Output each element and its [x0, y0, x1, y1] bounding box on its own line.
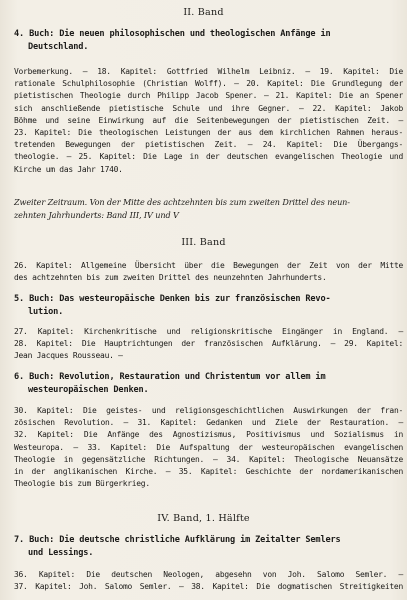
- text-line: pietistischen Theologie durch Philipp Jacob Spener. — 21. Kapitel: Die an Spener: [14, 91, 403, 101]
- buch-5-line-2: lution.: [28, 306, 64, 317]
- paragraph-kapitel-26: [14, 260, 403, 284]
- text-line: 28. Kapitel: Die Hauptrichtungen der französischen Aufklärung. — 29. Kapitel:: [14, 339, 403, 349]
- buch-6-heading: [14, 371, 402, 396]
- band-iv-heading: IV. Band, 1. Hälfte: [157, 513, 250, 524]
- text-line: 23. Kapitel: Die theologischen Leistungen der aus dem kirchlichen Rahmen heraus-: [14, 128, 403, 138]
- buch-7-heading: [14, 534, 402, 559]
- text-line: Kirche um das Jahr 1740.: [14, 164, 123, 174]
- text-line: Theologie bis zum Bürgerkrieg.: [14, 479, 150, 489]
- text-line: 32. Kapitel: Die Anfänge des Agnostizismus, Positivismus und Sozialismus in: [14, 430, 403, 440]
- paragraph-vorbemerkung: [14, 66, 403, 176]
- text-line: theologie. — 25. Kapitel: Die Lage in der deutschen evangelischen Theologie und: [14, 152, 403, 162]
- text-line: des achtzehnten bis zum zweiten Drittel des neunzehnten Jahrhunderts.: [14, 273, 327, 283]
- buch-7-line-2: und Lessings.: [28, 547, 94, 558]
- text-line: Böhme und seine Einwirkung auf die Seitenbewegungen der pietistischen Zeit. —: [14, 115, 403, 125]
- buch-5-line-1: 5. Buch: Das westeuropäische Denken bis zur französischen Revo-: [14, 294, 331, 304]
- buch-7-line-1: 7. Buch: Die deutsche christliche Aufklärung im Zeitalter Semlers: [14, 535, 341, 545]
- buch-4-line-2: Deutschland.: [28, 41, 89, 52]
- text-line: 26. Kapitel: Allgemeine Übersicht über die Bewegungen der Zeit von der Mitte: [14, 261, 403, 270]
- text-line: 30. Kapitel: Die geistes- und religionsgeschichtlichen Auswirkungen der fran-: [14, 406, 403, 415]
- text-line: 36. Kapitel: Die deutschen Neologen, abgesehn von Joh. Salomo Semler. —: [14, 570, 403, 579]
- text-line: zehnten Jahrhunderts: Band III, IV und V: [14, 209, 179, 220]
- paragraph-kapitel-36: [14, 569, 403, 593]
- paragraph-kapitel-27: [14, 326, 403, 363]
- text-line: zösischen Revolution. — 31. Kapitel: Gedanken und Ziele der Restauration. —: [14, 418, 403, 428]
- text-line: Jean Jacques Rousseau. —: [14, 351, 123, 361]
- buch-6-line-2: westeuropäischen Denken.: [28, 384, 149, 395]
- text-line: Westeuropa. — 33. Kapitel: Die Aufspaltung der westeuropäischen evangelischen: [14, 442, 403, 452]
- paragraph-kapitel-30: [14, 405, 403, 490]
- zweiter-zeitraum-note: [14, 196, 403, 221]
- text-line: 37. Kapitel: Joh. Salomo Semler. — 38. Kapitel: Die dogmatischen Streitigkeiten: [14, 582, 403, 592]
- text-line: rationale Schulphilosophie (Christian Wolff). — 20. Kapitel: Die Grundlegung der: [14, 79, 403, 89]
- band-iii-heading: III. Band: [181, 237, 226, 248]
- text-line: sich anschließende pietistische Schule und ihre Gegner. — 22. Kapitel: Jakob: [14, 103, 403, 113]
- buch-4-line-1: 4. Buch: Die neuen philosophischen und theologischen Anfänge in: [14, 29, 331, 39]
- text-line: 27. Kapitel: Kirchenkritische und religionskritische Eingänger in England. —: [14, 327, 403, 336]
- band-ii-heading: II. Band: [183, 7, 224, 18]
- buch-4-heading: [14, 28, 402, 53]
- buch-6-line-1: 6. Buch: Revolution, Restauration und Christentum vor allem im: [14, 372, 326, 382]
- text-line: in der anglikanischen Kirche. — 35. Kapitel: Geschichte der nordamerikanischen: [14, 467, 403, 477]
- text-line: Zweiter Zeitraum. Von der Mitte des achtzehnten bis zum zweiten Drittel des neun-: [14, 197, 350, 207]
- text-line: Theologie in gegensätzliche Richtungen. — 34. Kapitel: Theologische Neuansätze: [14, 454, 403, 464]
- buch-5-heading: [14, 293, 402, 318]
- text-line: Vorbemerkung. — 18. Kapitel: Gottfried Wilhelm Leibniz. — 19. Kapitel: Die: [14, 67, 403, 76]
- text-line: tretenden Bewegungen der pietistischen Zeit. — 24. Kapitel: Die Übergangs-: [14, 140, 403, 150]
